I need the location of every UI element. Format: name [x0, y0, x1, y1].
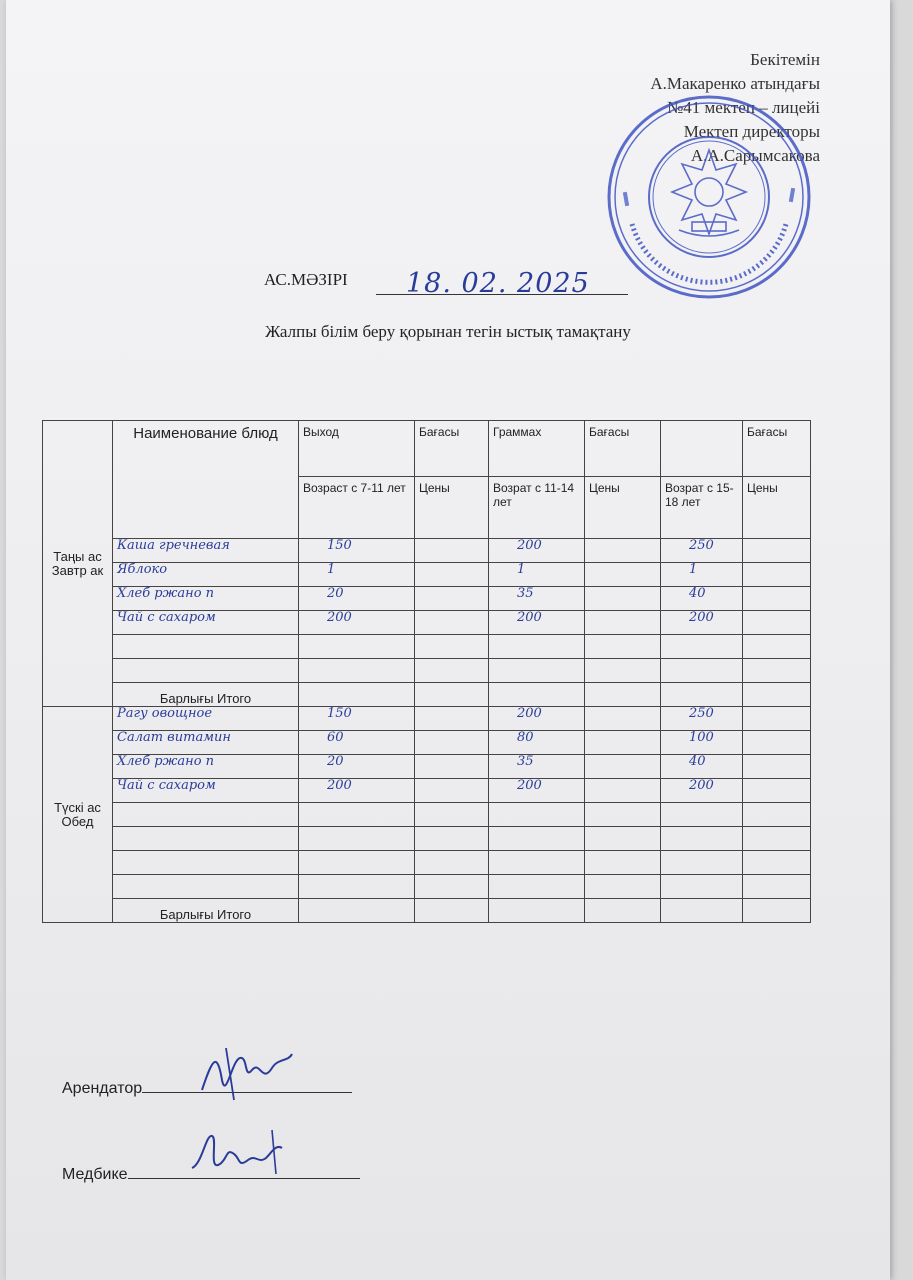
table-row: [43, 707, 811, 731]
approval-line-2: А.Макаренко атындағы: [650, 74, 820, 93]
lunch-total: Барлығы Итого: [113, 899, 299, 923]
nurse-signature-icon: [186, 1124, 296, 1186]
table-row: [43, 659, 811, 683]
table-row: [43, 899, 811, 923]
lunch-qty-2-age1: 60: [299, 731, 415, 755]
header-grams: Граммах: [489, 421, 585, 477]
breakfast-dish-4: Чай с сахаром: [113, 611, 299, 635]
breakfast-qty-1-age3: 250: [661, 539, 743, 563]
breakfast-qty-2-age1: 1: [299, 563, 415, 587]
table-row: [43, 587, 811, 611]
table-row: [43, 755, 811, 779]
subheader-prices-2: Цены: [585, 477, 661, 539]
table-row: [43, 875, 811, 899]
table-row: [43, 611, 811, 635]
breakfast-total: Барлығы Итого: [113, 683, 299, 707]
table-row: [43, 827, 811, 851]
breakfast-dish-2: Яблоко: [113, 563, 299, 587]
breakfast-qty-3-age1: 20: [299, 587, 415, 611]
table-row: [43, 683, 811, 707]
document-page: [6, 0, 890, 1280]
breakfast-qty-3-age3: 40: [661, 587, 743, 611]
breakfast-qty-3-age2: 35: [489, 587, 585, 611]
lunch-dish-4: Чай с сахаром: [113, 779, 299, 803]
lunch-qty-2-age3: 100: [661, 731, 743, 755]
breakfast-qty-2-age3: 1: [661, 563, 743, 587]
lunch-qty-2-age2: 80: [489, 731, 585, 755]
menu-table: [42, 420, 811, 923]
table-row: [43, 803, 811, 827]
table-row: [43, 635, 811, 659]
approval-line-3: №41 мектеп – лицейі: [667, 98, 820, 117]
lunch-qty-1-age1: 150: [299, 707, 415, 731]
tenant-label: Арендатор: [62, 1080, 143, 1097]
lunch-qty-4-age3: 200: [661, 779, 743, 803]
breakfast-qty-4-age3: 200: [661, 611, 743, 635]
menu-subtitle: Жалпы білім беру қорынан тегін ыстық тамақтану: [265, 322, 631, 341]
header-price-1: Бағасы: [415, 421, 489, 477]
breakfast-qty-2-age2: 1: [489, 563, 585, 587]
approval-line-1: Бекітемін: [750, 50, 820, 69]
lunch-qty-4-age1: 200: [299, 779, 415, 803]
breakfast-dish-1: Каша гречневая: [113, 539, 299, 563]
table-row: [43, 779, 811, 803]
lunch-dish-2: Салат витамин: [113, 731, 299, 755]
subheader-prices-1: Цены: [415, 477, 489, 539]
lunch-dish-3: Хлеб ржано п: [113, 755, 299, 779]
table-row: [43, 563, 811, 587]
lunch-qty-3-age3: 40: [661, 755, 743, 779]
subheader-prices-3: Цены: [743, 477, 811, 539]
table-row: [43, 539, 811, 563]
breakfast-dish-3: Хлеб ржано п: [113, 587, 299, 611]
header-output: Выход: [299, 421, 415, 477]
tenant-signature-icon: [192, 1040, 302, 1110]
breakfast-qty-1-age1: 150: [299, 539, 415, 563]
table-row: [43, 731, 811, 755]
approval-line-5: А.А.Сарымсакова: [690, 146, 820, 165]
approval-line-4: Мектеп директоры: [683, 122, 820, 141]
breakfast-qty-1-age2: 200: [489, 539, 585, 563]
lunch-qty-1-age3: 250: [661, 707, 743, 731]
lunch-qty-4-age2: 200: [489, 779, 585, 803]
header-dish: Наименование блюд: [113, 421, 299, 539]
header-empty: [661, 421, 743, 477]
menu-title: АС.МӘЗІРІ: [264, 270, 348, 289]
table-row: [43, 851, 811, 875]
breakfast-label: Таңы ас Завтр ак: [43, 421, 113, 707]
header-price-3: Бағасы: [743, 421, 811, 477]
subheader-age-2: Возрат с 11-14 лет: [489, 477, 585, 539]
lunch-label: Түскі ас Обед: [43, 707, 113, 923]
nurse-label: Медбике: [62, 1166, 128, 1183]
lunch-qty-3-age2: 35: [489, 755, 585, 779]
official-stamp-icon: [604, 92, 814, 302]
lunch-qty-3-age1: 20: [299, 755, 415, 779]
breakfast-qty-4-age2: 200: [489, 611, 585, 635]
header-price-2: Бағасы: [585, 421, 661, 477]
menu-date: 18. 02. 2025: [406, 268, 590, 299]
breakfast-qty-4-age1: 200: [299, 611, 415, 635]
subheader-age-1: Возраст с 7-11 лет: [299, 477, 415, 539]
subheader-age-3: Возрат с 15-18 лет: [661, 477, 743, 539]
lunch-qty-1-age2: 200: [489, 707, 585, 731]
lunch-dish-1: Рагу овощное: [113, 707, 299, 731]
